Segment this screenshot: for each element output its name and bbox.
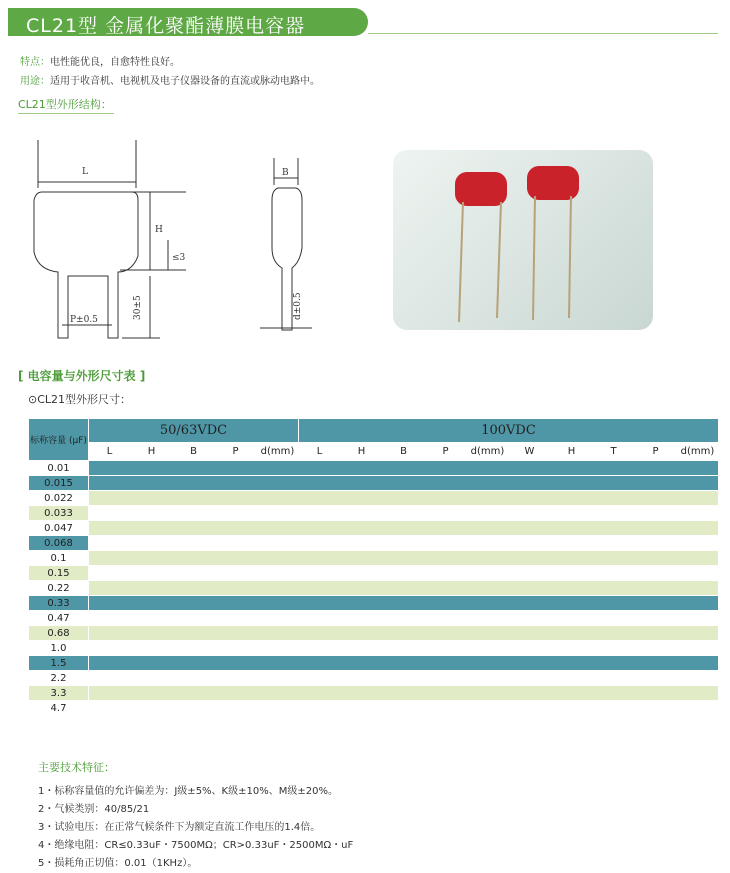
label-L: L — [82, 167, 88, 177]
capacity-cell: 0.1 — [29, 551, 89, 566]
feature-line: 特点：电性能优良，自愈特性良好。 — [20, 57, 180, 68]
capacity-cell: 0.33 — [29, 596, 89, 611]
col-header: T — [593, 443, 635, 461]
capacity-cell: 0.01 — [29, 461, 89, 476]
label-B: B — [282, 168, 289, 178]
table-note: ⊙CL21型外形尺寸： — [28, 393, 132, 406]
col-header: d(mm) — [257, 443, 299, 461]
label-lead: 30±5 — [133, 295, 143, 320]
col-header: L — [89, 443, 131, 461]
divider — [18, 113, 114, 114]
title-bar — [8, 8, 368, 36]
structure-title: CL21型外形结构： — [18, 98, 112, 111]
dimension-drawing — [0, 120, 390, 350]
dimension-table — [28, 418, 719, 716]
tech-title: 主要技术特征： — [38, 761, 115, 774]
col-header: H — [551, 443, 593, 461]
label-H: H — [155, 225, 163, 235]
col-header: W — [509, 443, 551, 461]
capacity-cell: 3.3 — [29, 686, 89, 701]
col-header: B — [173, 443, 215, 461]
product-photo — [393, 150, 653, 330]
col-header: P — [425, 443, 467, 461]
tech-item: 1・标称容量值的允许偏差为：J级±5%、K级±10%、M级±20%。 — [38, 786, 338, 797]
col-header: H — [341, 443, 383, 461]
capacity-cell: 0.015 — [29, 476, 89, 491]
col-header: d(mm) — [467, 443, 509, 461]
capacity-cell: 0.047 — [29, 521, 89, 536]
capacity-cell: 0.033 — [29, 506, 89, 521]
capacitor-illustration — [393, 150, 653, 330]
usage-line: 用途：适用于收音机、电视机及电子仪器设备的直流或脉动电路中。 — [20, 76, 320, 87]
cap-header: 标称容量 (μF) — [29, 419, 89, 461]
capacity-cell: 0.068 — [29, 536, 89, 551]
col-header: L — [299, 443, 341, 461]
tech-item: 4・绝缘电阻：CR≤0.33uF・7500MΩ；CR>0.33uF・2500MΩ・uF — [38, 840, 354, 851]
capacity-cell: 0.15 — [29, 566, 89, 581]
capacity-cell: 1.0 — [29, 641, 89, 656]
label-pitch: P±0.5 — [70, 315, 98, 325]
tech-item: 2・气候类别：40/85/21 — [38, 804, 150, 815]
tech-item: 3・试验电压：在正常气候条件下为额定直流工作电压的1.4倍。 — [38, 822, 321, 833]
col-header: H — [131, 443, 173, 461]
label-le3: ≤3 — [172, 253, 186, 263]
section-title: [ 电容量与外形尺寸表 ] — [18, 369, 146, 383]
label-d: d±0.5 — [293, 292, 303, 320]
capacity-cell: 0.022 — [29, 491, 89, 506]
group-50-63vdc: 50/63VDC — [89, 419, 299, 443]
capacity-cell: 2.2 — [29, 671, 89, 686]
divider — [368, 33, 718, 34]
page-title: CL21型 金属化聚酯薄膜电容器 — [26, 15, 306, 37]
capacity-cell: 0.68 — [29, 626, 89, 641]
col-header: P — [635, 443, 677, 461]
group-100vdc: 100VDC — [299, 419, 719, 443]
capacity-cell: 1.5 — [29, 656, 89, 671]
col-header: d(mm) — [677, 443, 719, 461]
col-header: P — [215, 443, 257, 461]
capacity-cell: 4.7 — [29, 701, 89, 716]
capacity-cell: 0.47 — [29, 611, 89, 626]
capacity-cell: 0.22 — [29, 581, 89, 596]
col-header: B — [383, 443, 425, 461]
tech-item: 5・损耗角正切值：0.01（1KHz）。 — [38, 858, 198, 869]
